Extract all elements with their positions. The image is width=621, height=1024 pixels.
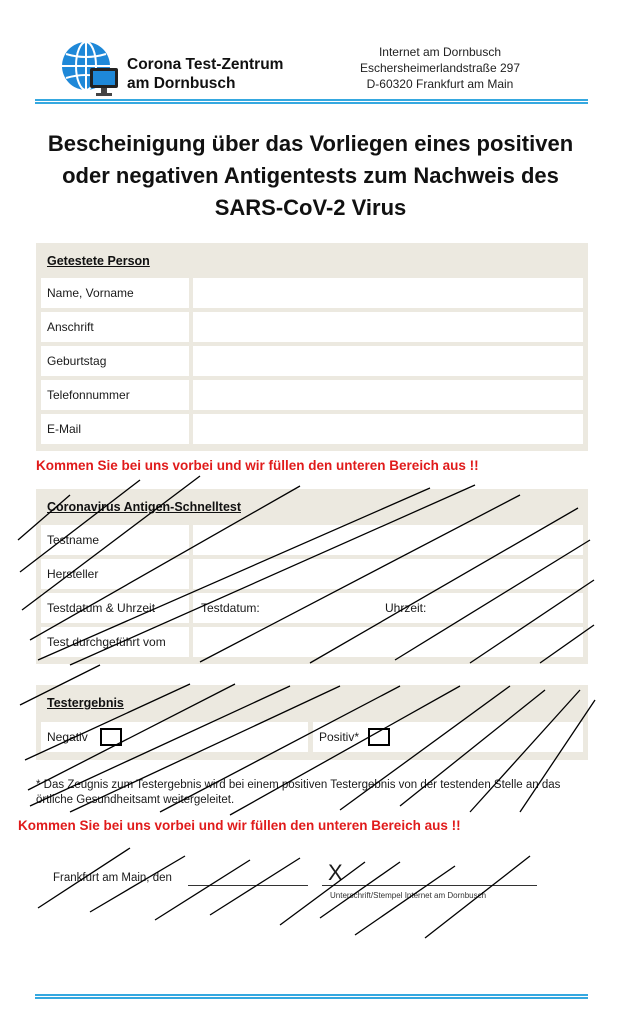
antigen-test-heading: Coronavirus Antigen-Schnelltest [47, 500, 242, 514]
visit-notice-bottom: Kommen Sie bei uns vorbei und wir füllen den unteren Bereich aus !! [18, 818, 461, 833]
company-name-line2: am Dornbusch [127, 75, 236, 92]
address-line2: Eschersheimerlandstraße 297 [359, 61, 521, 75]
company-name-line1: Corona Test-Zentrum [127, 56, 284, 73]
email-label: E-Mail [41, 414, 189, 444]
place-date-label: Frankfurt am Main, den [53, 872, 172, 884]
test-time-label: Uhrzeit: [385, 601, 427, 615]
test-date-label: Testdatum: [201, 601, 260, 615]
birthday-label: Geburtstag [41, 346, 189, 376]
tested-person-heading: Getestete Person [47, 254, 150, 268]
negative-label: Negativ [47, 730, 88, 744]
positive-label: Positiv* [319, 730, 360, 744]
test-result-heading: Testergebnis [47, 696, 124, 710]
signature-x-mark: X [328, 860, 343, 885]
title-line3: SARS-CoV-2 Virus [214, 195, 407, 220]
title-line1: Bescheinigung über das Vorliegen eines positiven [47, 131, 574, 156]
manufacturer-label: Hersteller [41, 559, 189, 589]
test-name-label: Testname [41, 525, 189, 555]
performed-by-label: Test durchgeführt vom [41, 627, 189, 657]
phone-label: Telefonnummer [41, 380, 189, 410]
title-line2: oder negativen Antigentests zum Nachweis des [62, 163, 559, 188]
signature-caption: Unterschrift/Stempel Internet am Dornbusch [330, 891, 487, 900]
visit-notice-top: Kommen Sie bei uns vorbei und wir füllen den unteren Bereich aus !! [36, 458, 479, 473]
name-label: Name, Vorname [41, 278, 189, 308]
test-datetime-label: Testdatum & Uhrzeit [41, 593, 189, 623]
address-line3: D-60320 Frankfurt am Main [366, 77, 514, 91]
footnote: * Das Zeugnis zum Testergebnis wird bei einem positiven Testergebnis von der testenden Stelle an das örtliche Gesundheitsamt weitergeleitet. [36, 779, 561, 806]
address-line1: Internet am Dornbusch [378, 45, 502, 59]
address-label: Anschrift [41, 312, 189, 342]
